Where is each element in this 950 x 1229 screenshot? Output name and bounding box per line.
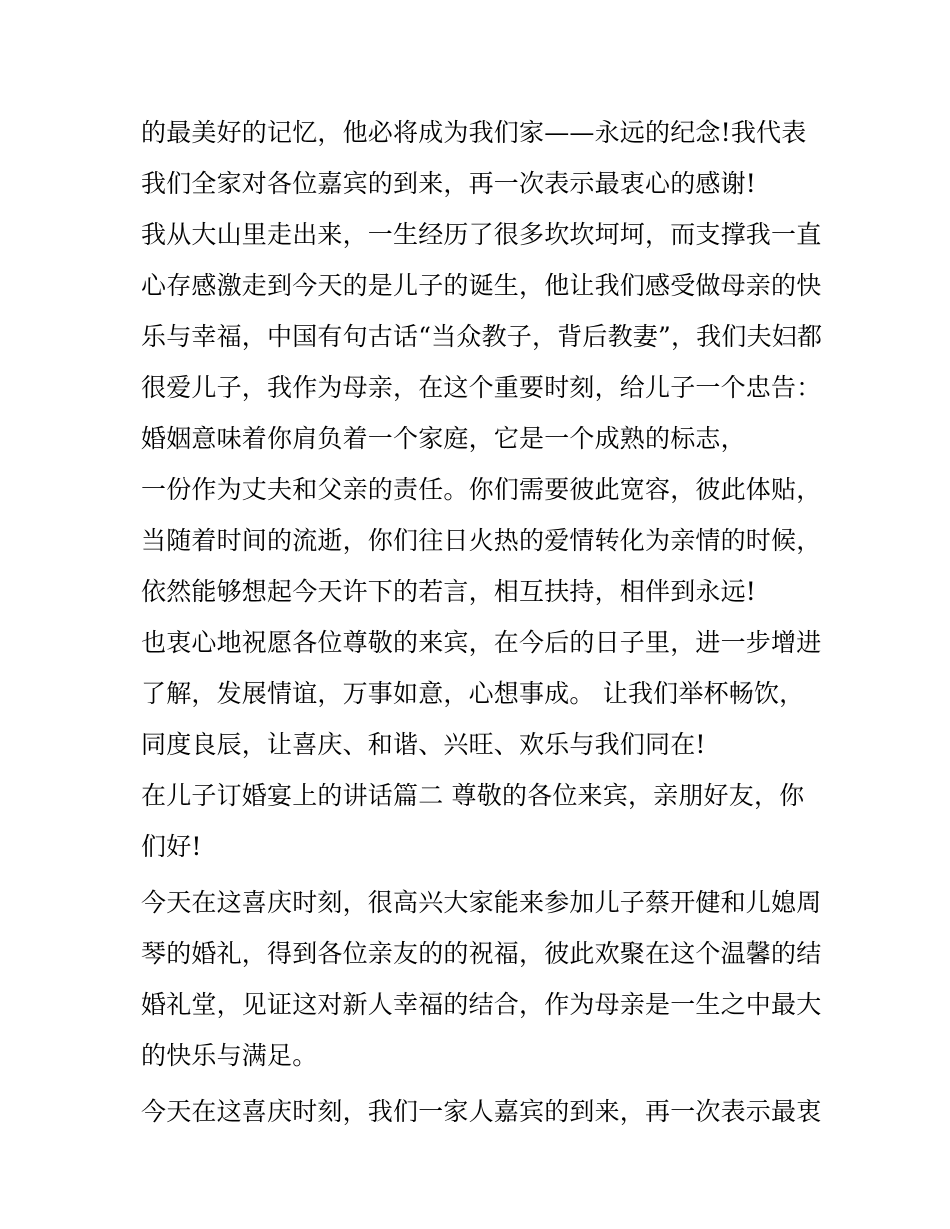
text-line: 今天在这喜庆时刻，我们一家人嘉宾的到来，再一次表示最衷 [141, 1097, 822, 1126]
text-line: 也衷心地祝愿各位尊敬的来宾，在今后的日子里，进一步增进 [141, 628, 822, 657]
text-line: 琴的婚礼，得到各位亲友的的祝福，彼此欢聚在这个温馨的结 [141, 939, 822, 968]
text-line: 一份作为丈夫和父亲的责任。你们需要彼此宽容，彼此体贴， [141, 475, 822, 504]
text-line: 的快乐与满足。 [141, 1041, 318, 1070]
text-line: 婚礼堂，见证这对新人幸福的结合，作为母亲是一生之中最大 [141, 990, 822, 1019]
text-line: 今天在这喜庆时刻，很高兴大家能来参加儿子蔡开健和儿媳周 [141, 888, 822, 917]
text-line: 当随着时间的流逝，你们往日火热的爱情转化为亲情的时候， [141, 526, 822, 555]
text-line: 依然能够想起今天许下的若言，相互扶持，相伴到永远! [141, 577, 757, 606]
text-line: 在儿子订婚宴上的讲话篇二 尊敬的各位来宾，亲朋好友，你 [141, 781, 805, 810]
text-line: 了解，发展情谊，万事如意，心想事成。 让我们举杯畅饮， [141, 679, 805, 708]
text-line: 同度良辰，让喜庆、和谐、兴旺、欢乐与我们同在! [141, 730, 706, 759]
text-line: 心存感激走到今天的是儿子的诞生，他让我们感受做母亲的快 [141, 271, 822, 300]
text-line: 们好! [141, 832, 202, 861]
document-body [141, 107, 821, 1137]
text-line: 的最美好的记忆，他必将成为我们家——永远的纪念!我代表 [141, 118, 807, 147]
text-line: 我们全家对各位嘉宾的到来，再一次表示最衷心的感谢! [141, 169, 757, 198]
text-line: 我从大山里走出来，一生经历了很多坎坎坷坷，而支撑我一直 [141, 220, 822, 249]
text-line: 乐与幸福，中国有句古话“当众教子，背后教妻”，我们夫妇都 [141, 322, 823, 351]
text-line: 很爱儿子，我作为母亲，在这个重要时刻，给儿子一个忠告： [141, 373, 822, 402]
text-line: 婚姻意味着你肩负着一个家庭，它是一个成熟的标志， [141, 424, 746, 453]
